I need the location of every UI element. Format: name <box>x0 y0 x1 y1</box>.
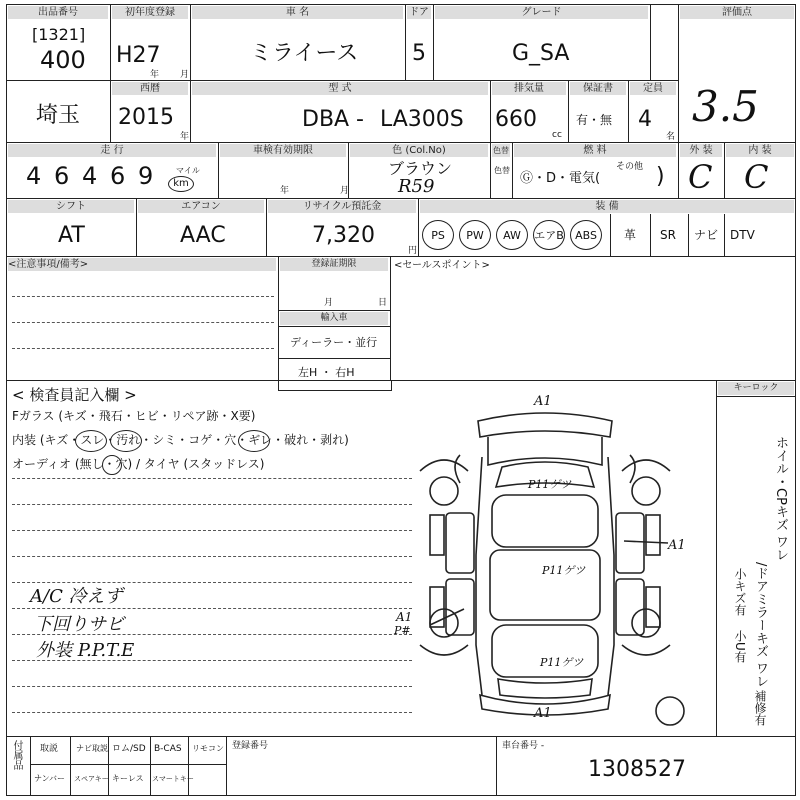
year-unit: 年 <box>150 70 160 80</box>
registration-year: H27 <box>116 43 161 68</box>
mileage-header: 走 行 <box>8 144 216 157</box>
small-dent-text: 小U有 <box>733 630 747 663</box>
notes-rule <box>12 322 274 323</box>
western-year: 2015 <box>118 105 174 130</box>
col-line <box>490 80 491 142</box>
col-line <box>70 736 71 796</box>
col-line <box>278 256 279 390</box>
col-line <box>418 198 419 256</box>
color-change-header: 色替 <box>493 146 509 155</box>
front-mark: A1 <box>534 394 552 409</box>
repair-text: 補修有 <box>753 690 767 726</box>
inspector-title: < 検査員記入欄 > <box>12 386 137 404</box>
col-line <box>678 142 679 198</box>
col-line <box>512 142 513 198</box>
col-line <box>568 80 569 142</box>
accessory-rom-sd: ロム/SD <box>112 744 146 754</box>
rear-mark: A1 <box>534 706 552 721</box>
mileage-digit: 4 <box>82 162 98 190</box>
fuel-other: その他 <box>616 162 644 172</box>
lot-number-header: 出品番号 <box>8 6 108 19</box>
capacity-header: 定員 <box>630 82 676 95</box>
inspector-interior-line: 内装 (キズ・スレ・汚れ・シミ・コゲ・穴・ギレ・破れ・剥れ) <box>12 433 349 447</box>
displacement-unit: cc <box>552 130 562 140</box>
mileage-digit: 6 <box>54 162 70 190</box>
equipment-navi: ナビ <box>694 228 719 242</box>
col-line <box>650 214 651 256</box>
recycle-header: リサイクル預託金 <box>268 200 416 213</box>
displacement-header: 排気量 <box>492 82 566 95</box>
roof-note: P11ゲツ <box>542 564 586 577</box>
model-code-prefix: DBA <box>302 107 350 132</box>
equipment-badge: PS <box>422 220 454 250</box>
row-line <box>30 764 226 765</box>
registration-day-unit: 日 <box>378 298 388 308</box>
inspector-rule <box>12 530 412 531</box>
inspection-header: 車検有効期限 <box>220 144 346 157</box>
lot-number: [1321] <box>32 25 86 44</box>
col-line <box>496 736 497 796</box>
equipment-badge: AW <box>496 220 528 250</box>
grade-header: グレード <box>435 6 648 19</box>
inspector-glass-line: Fガラス (キズ・飛石・ヒビ・リペア跡・X要) <box>12 409 256 423</box>
model-code-separator: - <box>356 107 364 132</box>
col-line <box>650 4 651 80</box>
interior-stain-circle <box>110 430 142 452</box>
col-line <box>108 736 109 796</box>
inspector-handwritten-exterior: 外装 P.P.T.E <box>36 640 135 661</box>
right-side-mark: A1 <box>668 538 686 553</box>
col-line <box>150 736 151 796</box>
inspection-month-unit: 月 <box>340 186 350 196</box>
mileage-digit: 9 <box>138 162 154 190</box>
col-line <box>405 4 406 80</box>
equipment-sunroof: SR <box>660 228 676 242</box>
model-name-header: 車 名 <box>192 6 403 19</box>
model-type-header: 型 式 <box>192 82 488 95</box>
accessories-label: 付属品 <box>11 740 22 770</box>
row-line <box>6 736 796 737</box>
registration-expiry-header: 登録証期限 <box>280 258 388 271</box>
col-line <box>433 4 434 80</box>
door-header: ドア <box>407 6 431 19</box>
row-line <box>6 198 796 199</box>
score-header: 評価点 <box>680 6 794 19</box>
color-header: 色 (Col.No) <box>350 144 488 157</box>
col-line <box>678 4 679 142</box>
lot-sub-number: 400 <box>40 46 86 74</box>
inspector-rule <box>12 556 412 557</box>
trunk-note: P11ゲツ <box>540 656 584 669</box>
accessory-bcas: B-CAS <box>154 744 182 754</box>
wheel-damage-text: ホイル・CPキズ ワレ <box>773 436 788 562</box>
notes-header: <注意事項/備考> <box>8 258 276 271</box>
equipment-badge: PW <box>459 220 491 250</box>
exterior-header: 外 装 <box>680 144 722 157</box>
capacity-unit: 名 <box>666 132 676 142</box>
inspection-year-unit: 年 <box>280 186 290 196</box>
interior-header: 内 装 <box>726 144 794 157</box>
inspector-rule <box>12 712 412 713</box>
mileage-unit-mile: マイル <box>176 166 200 175</box>
prefecture: 埼玉 <box>36 103 81 128</box>
left-side-mark: A1 <box>396 610 413 624</box>
registration-month-unit: 月 <box>324 298 334 308</box>
key-lock-header: キーロック <box>718 382 794 395</box>
grade-value: G_SA <box>512 41 570 66</box>
capacity-value: 4 <box>638 107 652 132</box>
sales-point-header: <セールスポイント> <box>394 260 490 271</box>
import-header: 輸入車 <box>280 312 388 325</box>
month-unit: 月 <box>180 70 190 80</box>
interior-grade: C <box>744 158 769 196</box>
inspector-rule <box>12 608 412 609</box>
mileage-digit: 6 <box>110 162 126 190</box>
col-line <box>610 214 611 256</box>
col-line <box>266 198 267 256</box>
inspector-rule <box>12 504 412 505</box>
fuel-options: Ⓖ・D・電気( <box>520 171 601 186</box>
equipment-badge: ABS <box>570 220 602 250</box>
displacement-value: 660 <box>495 107 537 132</box>
hood-note: P11ゲツ <box>528 478 572 491</box>
color-value: ブラウン <box>388 159 453 178</box>
aircon-header: エアコン <box>138 200 264 213</box>
col-line <box>628 80 629 142</box>
col-line <box>688 214 689 256</box>
fuel-header: 燃 料 <box>514 144 676 157</box>
row-line <box>716 396 796 397</box>
accessory-remote: リモコン <box>192 744 224 753</box>
recycle-fee: 7,320 <box>312 223 375 248</box>
mirror-damage-text: /ドアミラーキズ ワレ <box>753 562 768 688</box>
inspector-audio-line: オーディオ (無し・穴) / タイヤ (スタッドレス) <box>12 457 265 471</box>
exterior-grade: C <box>688 158 713 196</box>
accessory-number-plate: ナンバー <box>34 774 66 783</box>
import-dealer: ディーラー・並行 <box>290 336 378 349</box>
equipment-leather: 革 <box>624 228 637 242</box>
western-year-header: 西暦 <box>112 82 188 95</box>
accessory-spare-key: スペアキー <box>74 775 109 783</box>
mileage-digits <box>26 162 176 192</box>
first-registration-header: 初年度登録 <box>112 6 188 19</box>
accessory-smart-key: スマートキー <box>152 775 194 783</box>
registration-number-label: 登録番号 <box>232 741 269 751</box>
evaluation-score: 3.5 <box>692 82 759 131</box>
steering-side: 左H ・ 右H <box>298 366 355 379</box>
chassis-number: 1308527 <box>588 757 686 782</box>
col-line <box>716 380 717 736</box>
col-line <box>110 4 111 142</box>
row-line <box>6 80 678 81</box>
col-line <box>724 214 725 256</box>
col-line <box>188 736 189 796</box>
row-line <box>278 358 390 359</box>
row-line <box>6 380 796 381</box>
col-line <box>30 736 31 796</box>
inspector-handwritten-aircon: A/C 冷えず <box>30 586 123 607</box>
small-scratch-text: 小キズ有 <box>733 568 747 616</box>
color-code: R59 <box>398 176 435 197</box>
equipment-badge: エアB <box>533 220 565 250</box>
recycle-unit: 円 <box>408 246 418 256</box>
interior-wrinkle-circle <box>238 430 270 452</box>
audio-hole-circle <box>102 455 122 475</box>
chassis-number-label: 車台番号 - <box>502 741 545 751</box>
warranty-value: 有・無 <box>576 113 613 127</box>
model-code: LA300S <box>380 107 464 132</box>
col-line <box>190 4 191 142</box>
col-line <box>490 142 491 198</box>
row-line <box>278 326 390 327</box>
equipment-dtv: DTV <box>730 228 755 242</box>
mileage-digit: 4 <box>26 162 42 190</box>
col-line <box>136 198 137 256</box>
notes-rule <box>12 348 274 349</box>
aircon-value: AAC <box>180 223 226 248</box>
col-line <box>218 142 219 198</box>
inspector-rule <box>12 686 412 687</box>
mileage-unit-km: km <box>168 176 194 192</box>
left-side-mark-2: P# <box>394 624 411 637</box>
accessory-navi-manual: ナビ取説 <box>76 744 108 753</box>
inspector-rule <box>12 478 412 479</box>
accessory-keyless: キーレス <box>112 774 144 783</box>
warranty-header: 保証書 <box>570 82 626 95</box>
accessory-manual: 取説 <box>40 744 59 754</box>
col-line <box>724 142 725 198</box>
notes-rule <box>12 296 274 297</box>
door-count: 5 <box>412 41 426 66</box>
notes-box-bottom <box>278 380 392 391</box>
col-line <box>390 256 391 380</box>
col-line <box>226 736 227 796</box>
fuel-close: ) <box>656 164 665 189</box>
row-line <box>278 310 390 311</box>
inspector-handwritten-underbody: 下回りサビ <box>34 614 124 635</box>
color-change-mark: 色替 <box>494 166 510 175</box>
western-year-unit: 年 <box>180 132 190 142</box>
equipment-circled <box>422 218 610 254</box>
interior-scuff-circle <box>75 430 107 452</box>
model-name: ミライース <box>250 41 359 66</box>
row-line <box>6 256 796 257</box>
equipment-header: 装 備 <box>420 200 794 213</box>
shift-value: AT <box>58 223 85 248</box>
shift-header: シフト <box>8 200 134 213</box>
